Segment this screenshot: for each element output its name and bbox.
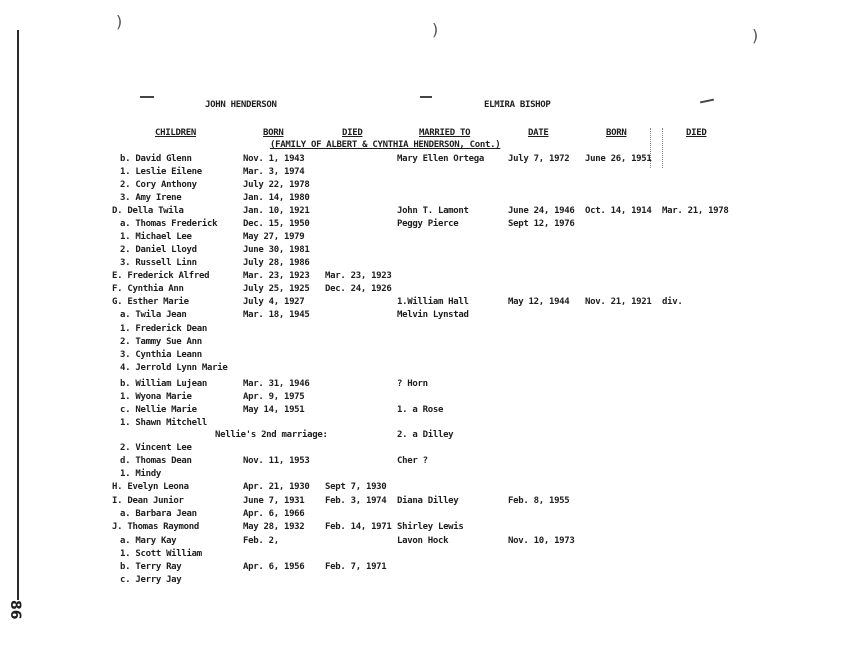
child-born: Apr. 9, 1975 xyxy=(243,392,305,402)
child-name: 2. Cory Anthony xyxy=(120,180,197,190)
child-born: July 25, 1925 xyxy=(243,284,310,294)
child-born: July 22, 1978 xyxy=(243,180,310,190)
marriage-date: May 12, 1944 xyxy=(508,297,570,307)
child-name: a. Barbara Jean xyxy=(120,509,197,519)
child-born: Jan. 14, 1980 xyxy=(243,193,310,203)
child-name: 2. Daniel Lloyd xyxy=(120,245,197,255)
child-name: b. Terry Ray xyxy=(120,562,182,572)
child-born: Apr. 21, 1930 xyxy=(243,482,310,492)
child-born: Mar. 18, 1945 xyxy=(243,310,310,320)
spouse-name: Diana Dilley xyxy=(397,496,459,506)
spouse-name: John T. Lamont xyxy=(397,206,469,216)
child-born: Apr. 6, 1956 xyxy=(243,562,305,572)
nellie-note: Nellie's 2nd marriage: xyxy=(215,430,328,440)
right-header-name: ELMIRA BISHOP xyxy=(484,100,551,110)
child-name: F. Cynthia Ann xyxy=(112,284,184,294)
marriage-date: Sept 12, 1976 xyxy=(508,219,575,229)
child-name: 1. Mindy xyxy=(120,469,161,479)
child-name: J. Thomas Raymond xyxy=(112,522,200,532)
child-born: June 30, 1981 xyxy=(243,245,310,255)
column-header-spouse-born: BORN xyxy=(606,128,627,138)
column-header-spouse-died: DIED xyxy=(686,128,707,138)
child-name: d. Thomas Dean xyxy=(120,456,192,466)
family-note: (FAMILY OF ALBERT & CYNTHIA HENDERSON, Cont.) xyxy=(270,140,501,150)
child-died: Feb. 3, 1974 xyxy=(325,496,387,506)
child-born: Nov. 11, 1953 xyxy=(243,456,310,466)
child-born: Apr. 6, 1966 xyxy=(243,509,305,519)
scan-mark: ) xyxy=(752,26,759,45)
child-name: a. Thomas Frederick xyxy=(120,219,218,229)
child-name: D. Della Twila xyxy=(112,206,184,216)
child-name: E. Frederick Alfred xyxy=(112,271,210,281)
marriage-date: Feb. 8, 1955 xyxy=(508,496,570,506)
child-name: a. Twila Jean xyxy=(120,310,187,320)
child-born: Jan. 10, 1921 xyxy=(243,206,310,216)
child-name: 1. Scott William xyxy=(120,549,202,559)
child-name: 3. Cynthia Leann xyxy=(120,350,202,360)
column-header-date: DATE xyxy=(528,128,549,138)
child-born: Mar. 23, 1923 xyxy=(243,271,310,281)
child-born: Nov. 1, 1943 xyxy=(243,154,305,164)
child-born: May 27, 1979 xyxy=(243,232,305,242)
child-name: a. Mary Kay xyxy=(120,536,177,546)
child-born: June 7, 1931 xyxy=(243,496,305,506)
spouse-name: Mary Ellen Ortega xyxy=(397,154,485,164)
child-died: Feb. 7, 1971 xyxy=(325,562,387,572)
spouse-died: Mar. 21, 1978 xyxy=(662,206,729,216)
scan-mark: ) xyxy=(116,12,123,31)
left-header-name: JOHN HENDERSON xyxy=(205,100,277,110)
spouse-born: Oct. 14, 1914 xyxy=(585,206,652,216)
child-name: H. Evelyn Leona xyxy=(112,482,189,492)
child-born: Dec. 15, 1950 xyxy=(243,219,310,229)
child-name: 1. Wyona Marie xyxy=(120,392,192,402)
child-born: Feb. 2, xyxy=(243,536,279,546)
scan-dash xyxy=(140,96,154,98)
spouse-name: Cher ? xyxy=(397,456,428,466)
spouse-name: ? Horn xyxy=(397,379,428,389)
child-name: b. William Lujean xyxy=(120,379,208,389)
child-name: G. Esther Marie xyxy=(112,297,189,307)
child-born: Mar. 3, 1974 xyxy=(243,167,305,177)
spouse-name: Peggy Pierce xyxy=(397,219,459,229)
spouse-name: 2. a Dilley xyxy=(397,430,454,440)
spouse-name: Shirley Lewis xyxy=(397,522,464,532)
child-name: I. Dean Junior xyxy=(112,496,184,506)
child-born: May 28, 1932 xyxy=(243,522,305,532)
child-name: 2. Vincent Lee xyxy=(120,443,192,453)
child-born: May 14, 1951 xyxy=(243,405,305,415)
child-died: Dec. 24, 1926 xyxy=(325,284,392,294)
child-died: Mar. 23, 1923 xyxy=(325,271,392,281)
page-edge-line xyxy=(17,30,19,600)
column-header-born: BORN xyxy=(263,128,284,138)
child-name: b. David Glenn xyxy=(120,154,192,164)
scan-mark: ) xyxy=(432,20,439,39)
child-name: 3. Amy Irene xyxy=(120,193,182,203)
child-name: 3. Russell Linn xyxy=(120,258,197,268)
child-name: 1. Shawn Mitchell xyxy=(120,418,208,428)
child-born: July 4, 1927 xyxy=(243,297,305,307)
column-header-children: CHILDREN xyxy=(155,128,196,138)
child-name: c. Nellie Marie xyxy=(120,405,197,415)
child-name: 1. Frederick Dean xyxy=(120,324,208,334)
spouse-name: 1. a Rose xyxy=(397,405,444,415)
marriage-date: July 7, 1972 xyxy=(508,154,570,164)
child-name: 4. Jerrold Lynn Marie xyxy=(120,363,228,373)
scan-dash xyxy=(420,96,432,98)
child-born: Mar. 31, 1946 xyxy=(243,379,310,389)
page-number: 86 xyxy=(7,600,23,620)
spouse-name: 1.William Hall xyxy=(397,297,469,307)
dotted-line xyxy=(662,128,663,168)
marriage-date: Nov. 10, 1973 xyxy=(508,536,575,546)
scan-dash xyxy=(700,99,714,104)
child-died: Feb. 14, 1971 xyxy=(325,522,392,532)
child-name: 2. Tammy Sue Ann xyxy=(120,337,202,347)
marriage-date: June 24, 1946 xyxy=(508,206,575,216)
column-header-died: DIED xyxy=(342,128,363,138)
child-name: c. Jerry Jay xyxy=(120,575,182,585)
spouse-born: Nov. 21, 1921 xyxy=(585,297,652,307)
child-born: July 28, 1986 xyxy=(243,258,310,268)
child-name: 1. Leslie Eilene xyxy=(120,167,202,177)
spouse-name: Lavon Hock xyxy=(397,536,449,546)
column-header-married-to: MARRIED TO xyxy=(419,128,471,138)
spouse-name: Melvin Lynstad xyxy=(397,310,469,320)
child-died: Sept 7, 1930 xyxy=(325,482,387,492)
child-name: 1. Michael Lee xyxy=(120,232,192,242)
spouse-born: June 26, 1951 xyxy=(585,154,652,164)
spouse-died: div. xyxy=(662,297,683,307)
